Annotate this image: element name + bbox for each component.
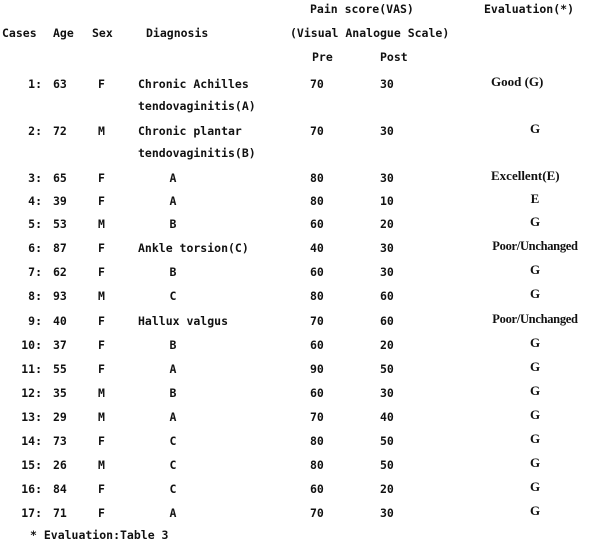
post-score-cell: 20	[380, 482, 394, 496]
sex-header: Sex	[92, 26, 113, 40]
sex-cell: F	[98, 265, 105, 279]
evaluation-cell: G	[529, 121, 541, 136]
sex-cell: F	[98, 434, 105, 448]
diagnosis-cell: A	[169, 194, 177, 208]
evaluation-cell: G	[529, 431, 541, 446]
pre-score-cell: 80	[310, 194, 324, 208]
evaluation-cell: G	[529, 503, 541, 518]
diagnosis-cell: C	[169, 458, 177, 472]
sex-cell: M	[98, 289, 105, 303]
pre-header: Pre	[312, 50, 333, 64]
pre-score-cell: 60	[310, 338, 324, 352]
pre-score-cell: 70	[310, 410, 324, 424]
evaluation-cell: E	[530, 191, 540, 206]
pre-score-cell: 60	[310, 482, 324, 496]
age-cell: 26	[53, 458, 67, 472]
pain-score-header: Pain score(VAS)	[310, 2, 414, 16]
diagnosis-cell: A	[169, 171, 177, 185]
case-number: 7:	[28, 265, 42, 279]
evaluation-cell: G	[529, 383, 541, 398]
cases-header: Cases	[2, 26, 37, 40]
age-cell: 37	[53, 338, 67, 352]
evaluation-header: Evaluation(*)	[484, 2, 575, 16]
sex-cell: F	[98, 482, 105, 496]
evaluation-cell: G	[529, 214, 541, 229]
age-cell: 65	[53, 171, 67, 185]
pre-score-cell: 90	[310, 362, 324, 376]
post-score-cell: 50	[380, 458, 394, 472]
pre-score-cell: 60	[310, 265, 324, 279]
diagnosis-cell: B	[169, 386, 177, 400]
case-number: 16:	[21, 482, 42, 496]
age-cell: 35	[53, 386, 67, 400]
post-score-cell: 30	[380, 265, 394, 279]
case-number: 2:	[28, 124, 42, 138]
case-number: 10:	[21, 338, 42, 352]
case-number: 11:	[21, 362, 42, 376]
post-score-cell: 20	[380, 217, 394, 231]
diagnosis-cell: Hallux valgus	[138, 314, 229, 328]
evaluation-cell: G	[529, 455, 541, 470]
pre-score-cell: 80	[310, 289, 324, 303]
diagnosis-cell-line2: tendovaginitis(B)	[138, 146, 256, 160]
pre-score-cell: 80	[310, 171, 324, 185]
case-number: 9:	[28, 314, 42, 328]
pre-score-cell: 70	[310, 124, 324, 138]
case-number: 14:	[21, 434, 42, 448]
post-score-cell: 10	[380, 194, 394, 208]
post-score-cell: 30	[380, 171, 394, 185]
diagnosis-cell: A	[169, 506, 177, 520]
post-score-cell: 40	[380, 410, 394, 424]
diagnosis-cell: B	[169, 265, 177, 279]
diagnosis-cell: C	[169, 434, 177, 448]
sex-cell: F	[98, 506, 105, 520]
sex-cell: M	[98, 217, 105, 231]
pre-score-cell: 80	[310, 434, 324, 448]
diagnosis-cell: Chronic Achilles	[138, 77, 249, 91]
sex-cell: F	[98, 77, 105, 91]
sex-cell: F	[98, 338, 105, 352]
sex-cell: F	[98, 314, 105, 328]
post-score-cell: 30	[380, 241, 394, 255]
evaluation-cell: G	[529, 262, 541, 277]
sex-cell: F	[98, 171, 105, 185]
age-cell: 93	[53, 289, 67, 303]
sex-cell: M	[98, 386, 105, 400]
evaluation-cell: G	[529, 479, 541, 494]
age-cell: 71	[53, 506, 67, 520]
post-score-cell: 60	[380, 314, 394, 328]
diagnosis-header: Diagnosis	[146, 26, 209, 40]
age-cell: 39	[53, 194, 67, 208]
case-number: 3:	[28, 171, 42, 185]
age-cell: 87	[53, 241, 67, 255]
case-number: 12:	[21, 386, 42, 400]
age-cell: 55	[53, 362, 67, 376]
evaluation-cell: Poor/Unchanged	[492, 239, 578, 253]
sex-cell: F	[98, 241, 105, 255]
diagnosis-cell: C	[169, 482, 177, 496]
case-number: 8:	[28, 289, 42, 303]
pre-score-cell: 80	[310, 458, 324, 472]
evaluation-cell: Poor/Unchanged	[492, 312, 578, 326]
diagnosis-cell: B	[169, 217, 177, 231]
pre-score-cell: 60	[310, 217, 324, 231]
age-cell: 63	[53, 77, 67, 91]
evaluation-cell: G	[529, 407, 541, 422]
post-header: Post	[380, 50, 408, 64]
diagnosis-cell: A	[169, 362, 177, 376]
diagnosis-cell-line2: tendovaginitis(A)	[138, 99, 256, 113]
diagnosis-cell: Chronic plantar	[138, 124, 242, 138]
sex-cell: F	[98, 194, 105, 208]
diagnosis-cell: A	[169, 410, 177, 424]
case-number: 6:	[28, 241, 42, 255]
age-cell: 62	[53, 265, 67, 279]
sex-cell: M	[98, 410, 105, 424]
age-cell: 53	[53, 217, 67, 231]
evaluation-cell: Good (G)	[491, 74, 544, 89]
age-cell: 84	[53, 482, 67, 496]
pre-score-cell: 70	[310, 314, 324, 328]
case-number: 17:	[21, 506, 42, 520]
post-score-cell: 30	[380, 124, 394, 138]
case-number: 4:	[28, 194, 42, 208]
post-score-cell: 30	[380, 77, 394, 91]
age-header: Age	[53, 26, 74, 40]
pre-score-cell: 40	[310, 241, 324, 255]
evaluation-cell: G	[529, 335, 541, 350]
pre-score-cell: 70	[310, 77, 324, 91]
post-score-cell: 30	[380, 506, 394, 520]
evaluation-cell: G	[529, 286, 541, 301]
sex-cell: F	[98, 362, 105, 376]
case-number: 15:	[21, 458, 42, 472]
diagnosis-cell: B	[169, 338, 177, 352]
diagnosis-cell: Ankle torsion(C)	[138, 241, 249, 255]
vas-full-header: (Visual Analogue Scale)	[290, 26, 450, 40]
post-score-cell: 50	[380, 434, 394, 448]
post-score-cell: 50	[380, 362, 394, 376]
age-cell: 29	[53, 410, 67, 424]
case-number: 13:	[21, 410, 42, 424]
post-score-cell: 60	[380, 289, 394, 303]
sex-cell: M	[98, 458, 105, 472]
diagnosis-cell: C	[169, 289, 177, 303]
pre-score-cell: 60	[310, 386, 324, 400]
case-number: 5:	[28, 217, 42, 231]
evaluation-cell: G	[529, 359, 541, 374]
evaluation-cell: Excellent(E)	[491, 168, 560, 183]
age-cell: 72	[53, 124, 67, 138]
post-score-cell: 30	[380, 386, 394, 400]
footnote: * Evaluation:Table 3	[30, 528, 169, 542]
age-cell: 40	[53, 314, 67, 328]
sex-cell: M	[98, 124, 105, 138]
pre-score-cell: 70	[310, 506, 324, 520]
case-number: 1:	[28, 77, 42, 91]
post-score-cell: 20	[380, 338, 394, 352]
age-cell: 73	[53, 434, 67, 448]
